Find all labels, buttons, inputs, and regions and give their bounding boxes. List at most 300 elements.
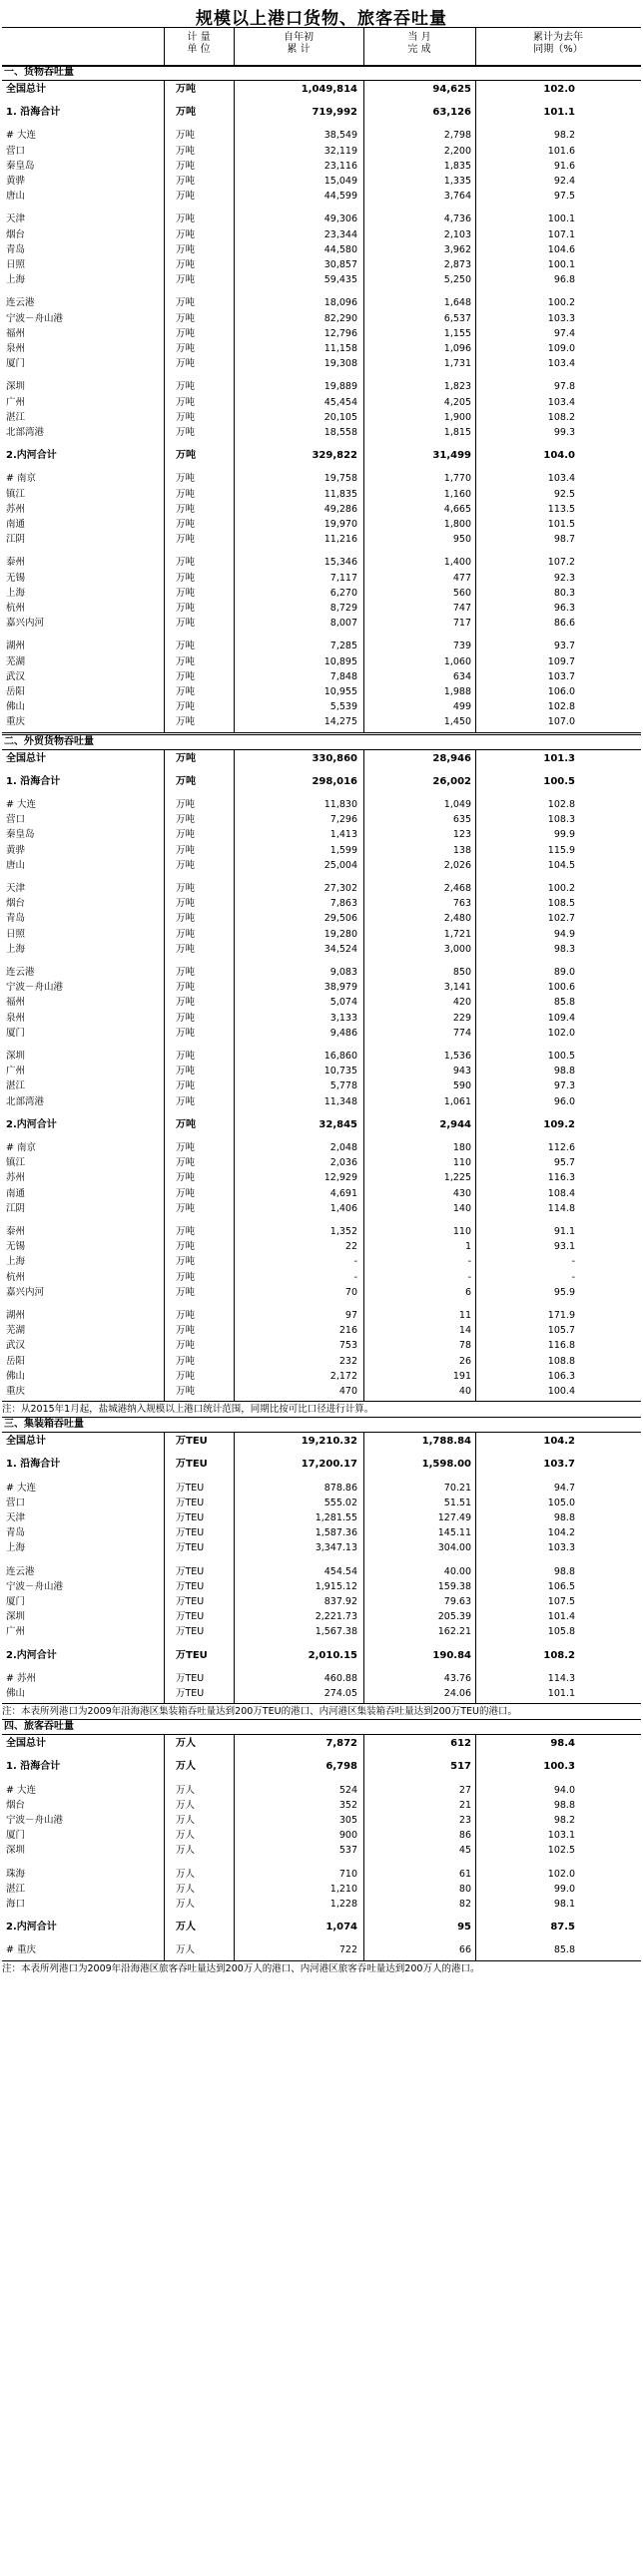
table-row bbox=[2, 212, 641, 226]
section-note: 注：本表所列港口为2009年沿海港区集装箱吞吐量达到200万TEU的港口、内河港区集装箱吞吐量达到200万TEU的港口。 bbox=[2, 1706, 517, 1718]
table-row bbox=[2, 1155, 641, 1170]
table-row bbox=[2, 311, 641, 326]
yoy-cell: 97.5 bbox=[553, 191, 575, 203]
table-row bbox=[2, 1026, 641, 1041]
yoy-cell: 109.2 bbox=[543, 1118, 575, 1130]
table-row bbox=[2, 326, 641, 341]
yoy-cell: 116.8 bbox=[547, 1340, 575, 1352]
cumulative-cell: 9,486 bbox=[329, 1027, 357, 1039]
unit-cell: 万吨 bbox=[176, 243, 196, 255]
cumulative-cell: 298,016 bbox=[312, 775, 357, 787]
port-name: 1. 沿海合计 bbox=[6, 107, 61, 119]
month-cell: 1,049 bbox=[443, 799, 471, 810]
unit-cell: 万TEU bbox=[176, 1596, 205, 1607]
port-name: 天津 bbox=[6, 214, 26, 225]
unit-cell: 万吨 bbox=[176, 814, 196, 826]
port-name: 深圳 bbox=[6, 1611, 26, 1623]
cumulative-cell: 1,281.55 bbox=[315, 1512, 357, 1523]
unit-cell: 万吨 bbox=[176, 752, 196, 764]
cumulative-cell: 7,872 bbox=[325, 1738, 357, 1750]
cumulative-cell: 537 bbox=[338, 1845, 357, 1857]
unit-cell: 万吨 bbox=[176, 343, 196, 354]
port-name: 上海 bbox=[6, 943, 26, 955]
table-row bbox=[2, 927, 641, 942]
yoy-cell: 103.3 bbox=[547, 312, 575, 324]
unit-cell: 万吨 bbox=[176, 997, 196, 1009]
unit-cell: 万TEU bbox=[176, 1688, 205, 1699]
table-row bbox=[2, 1609, 641, 1624]
port-name: 北部湾港 bbox=[6, 1095, 45, 1107]
month-cell: 747 bbox=[452, 603, 471, 614]
port-name: 1. 沿海合计 bbox=[6, 1761, 61, 1773]
unit-cell: 万吨 bbox=[176, 1241, 196, 1253]
cumulative-cell: 900 bbox=[338, 1830, 357, 1842]
unit-cell: 万吨 bbox=[176, 1386, 196, 1397]
yoy-cell: 99.3 bbox=[553, 427, 575, 438]
cumulative-cell: 12,796 bbox=[323, 327, 357, 339]
yoy-cell: 98.7 bbox=[553, 534, 575, 546]
table-row bbox=[2, 1783, 641, 1798]
table-row bbox=[2, 1078, 641, 1093]
month-cell: 205.39 bbox=[437, 1611, 471, 1623]
port-name: 唐山 bbox=[6, 859, 26, 871]
table-row bbox=[2, 654, 641, 669]
port-name: 上海 bbox=[6, 1542, 26, 1554]
table-row bbox=[2, 1285, 641, 1300]
table-header bbox=[2, 27, 641, 67]
month-cell: 26 bbox=[458, 1355, 471, 1367]
table-row bbox=[2, 1049, 641, 1064]
month-cell: 2,798 bbox=[443, 130, 471, 142]
table-row bbox=[2, 586, 641, 601]
section-title: 一、货物吞吐量 bbox=[4, 67, 74, 78]
unit-cell: 万吨 bbox=[176, 145, 196, 157]
port-name: 1. 沿海合计 bbox=[6, 775, 61, 787]
unit-cell: 万TEU bbox=[176, 1649, 208, 1661]
yoy-cell: 104.0 bbox=[543, 450, 575, 462]
unit-cell: 万吨 bbox=[176, 1118, 196, 1130]
month-cell: 21 bbox=[458, 1799, 471, 1811]
yoy-cell: 92.5 bbox=[553, 488, 575, 500]
cumulative-cell: 14,275 bbox=[323, 716, 357, 728]
cumulative-cell: 19,308 bbox=[323, 358, 357, 370]
cumulative-cell: 5,778 bbox=[329, 1080, 357, 1092]
cumulative-cell: 10,735 bbox=[323, 1066, 357, 1077]
month-cell: 180 bbox=[452, 1142, 471, 1153]
column-divider bbox=[164, 1432, 165, 1703]
table-row bbox=[2, 1525, 641, 1540]
section-note: 注：本表所列港口为2009年沿海港区旅客吞吐量达到200万人的港口、内河港区旅客吞吐量达到200万人的港口。 bbox=[2, 1962, 480, 1974]
yoy-cell: 100.5 bbox=[543, 775, 575, 787]
cumulative-cell: 11,216 bbox=[323, 534, 357, 546]
unit-cell: 万吨 bbox=[176, 411, 196, 423]
unit-cell: 万吨 bbox=[176, 1271, 196, 1283]
month-cell: 1,823 bbox=[443, 381, 471, 393]
header-yoy: 累计为去年 同期（%） bbox=[533, 32, 583, 55]
cumulative-cell: 2,036 bbox=[329, 1157, 357, 1169]
table-row bbox=[2, 1813, 641, 1828]
port-name: 杭州 bbox=[6, 1271, 26, 1283]
port-name: 秦皇岛 bbox=[6, 829, 35, 841]
month-cell: 1,648 bbox=[443, 297, 471, 309]
month-cell: 43.76 bbox=[443, 1672, 471, 1684]
port-name: 芜湖 bbox=[6, 1325, 26, 1337]
unit-cell: 万吨 bbox=[176, 473, 196, 485]
section-title: 三、集装箱吞吐量 bbox=[4, 1419, 84, 1431]
month-cell: 517 bbox=[450, 1761, 471, 1773]
unit-cell: 万TEU bbox=[176, 1497, 205, 1508]
table-row bbox=[2, 1942, 641, 1957]
unit-cell: 万TEU bbox=[176, 1672, 205, 1684]
port-name: 芜湖 bbox=[6, 655, 26, 667]
month-cell: 2,480 bbox=[443, 913, 471, 925]
month-cell: 420 bbox=[452, 997, 471, 1009]
port-name: 全国总计 bbox=[6, 1738, 46, 1750]
table-row bbox=[2, 410, 641, 425]
unit-cell: 万吨 bbox=[176, 686, 196, 697]
cumulative-cell: 97 bbox=[344, 1310, 357, 1321]
cumulative-cell: 722 bbox=[338, 1944, 357, 1956]
unit-cell: 万吨 bbox=[176, 967, 196, 978]
cumulative-cell: 352 bbox=[338, 1799, 357, 1811]
month-cell: 190.84 bbox=[432, 1649, 471, 1661]
port-name: 无锡 bbox=[6, 572, 26, 584]
cumulative-cell: 18,096 bbox=[323, 297, 357, 309]
port-name: 湛江 bbox=[6, 411, 26, 423]
table-row bbox=[2, 128, 641, 143]
yoy-cell: 98.8 bbox=[553, 1066, 575, 1077]
section-bottom-rule bbox=[2, 732, 641, 733]
port-name: # 南京 bbox=[6, 473, 36, 485]
month-cell: 2,468 bbox=[443, 883, 471, 894]
table-row bbox=[2, 555, 641, 570]
column-divider bbox=[234, 749, 235, 1402]
cumulative-cell: 2,172 bbox=[329, 1370, 357, 1382]
yoy-cell: 98.4 bbox=[550, 1738, 575, 1750]
port-name: 烟台 bbox=[6, 228, 26, 240]
unit-cell: 万吨 bbox=[176, 327, 196, 339]
cumulative-cell: 555.02 bbox=[323, 1497, 357, 1508]
port-name: 上海 bbox=[6, 274, 26, 286]
port-name: 苏州 bbox=[6, 1172, 26, 1184]
table-row bbox=[2, 1671, 641, 1686]
port-name: 营口 bbox=[6, 814, 26, 826]
port-name: 烟台 bbox=[6, 898, 26, 910]
cumulative-cell: 232 bbox=[338, 1355, 357, 1367]
table-row bbox=[2, 1239, 641, 1254]
port-name: 武汉 bbox=[6, 670, 26, 682]
yoy-cell: - bbox=[571, 1256, 575, 1268]
column-divider bbox=[234, 80, 235, 732]
month-cell: 1,155 bbox=[443, 327, 471, 339]
section-note: 注：从2015年1月起，盐城港纳入规模以上港口统计范围，同期比按可比口径进行计算。 bbox=[2, 1404, 374, 1416]
port-name: 2.内河合计 bbox=[6, 1649, 57, 1661]
month-cell: 51.51 bbox=[443, 1497, 471, 1508]
table-row bbox=[2, 858, 641, 873]
unit-cell: 万吨 bbox=[176, 883, 196, 894]
yoy-cell: 104.5 bbox=[547, 859, 575, 871]
yoy-cell: 105.7 bbox=[547, 1325, 575, 1337]
yoy-cell: 100.2 bbox=[547, 883, 575, 894]
unit-cell: 万吨 bbox=[176, 176, 196, 187]
table-row bbox=[2, 1828, 641, 1843]
yoy-cell: 100.5 bbox=[547, 1051, 575, 1062]
unit-cell: 万吨 bbox=[176, 844, 196, 856]
port-name: # 南京 bbox=[6, 1142, 36, 1153]
yoy-cell: 85.8 bbox=[553, 1944, 575, 1956]
unit-cell: 万TEU bbox=[176, 1527, 205, 1539]
table-row bbox=[2, 714, 641, 729]
cumulative-cell: 27,302 bbox=[323, 883, 357, 894]
month-cell: 45 bbox=[458, 1845, 471, 1857]
yoy-cell: 96.8 bbox=[553, 274, 575, 286]
table-row bbox=[2, 356, 641, 371]
yoy-cell: 100.1 bbox=[547, 259, 575, 270]
table-row bbox=[2, 1186, 641, 1201]
port-name: 湛江 bbox=[6, 1883, 26, 1895]
port-name: 连云港 bbox=[6, 1565, 35, 1577]
yoy-cell: 100.6 bbox=[547, 982, 575, 994]
cumulative-cell: 1,599 bbox=[329, 844, 357, 856]
unit-cell: 万吨 bbox=[176, 1012, 196, 1024]
table-row bbox=[2, 684, 641, 699]
yoy-cell: 100.3 bbox=[543, 1761, 575, 1773]
cumulative-cell: 4,691 bbox=[329, 1187, 357, 1199]
month-cell: 94,625 bbox=[432, 84, 471, 95]
table-row bbox=[2, 827, 641, 842]
yoy-cell: 107.2 bbox=[547, 557, 575, 569]
port-name: 南通 bbox=[6, 1187, 26, 1199]
table-row bbox=[2, 942, 641, 957]
month-cell: 1,096 bbox=[443, 343, 471, 354]
port-name: 营口 bbox=[6, 145, 26, 157]
cumulative-cell: 719,992 bbox=[312, 107, 357, 119]
header-unit: 计 量 单 位 bbox=[187, 32, 211, 55]
port-name: 营口 bbox=[6, 1497, 26, 1508]
unit-cell: 万吨 bbox=[176, 1187, 196, 1199]
yoy-cell: 108.5 bbox=[547, 898, 575, 910]
unit-cell: 万吨 bbox=[176, 228, 196, 240]
month-cell: 3,000 bbox=[443, 943, 471, 955]
yoy-cell: 112.6 bbox=[547, 1142, 575, 1153]
cumulative-cell: 1,352 bbox=[329, 1226, 357, 1237]
month-cell: 11 bbox=[458, 1310, 471, 1321]
yoy-cell: 98.8 bbox=[553, 1512, 575, 1523]
port-name: 日照 bbox=[6, 928, 26, 940]
table-row bbox=[2, 812, 641, 827]
cumulative-cell: 30,857 bbox=[323, 259, 357, 270]
yoy-cell: 101.3 bbox=[543, 752, 575, 764]
yoy-cell: 115.9 bbox=[547, 844, 575, 856]
port-name: 宁波－舟山港 bbox=[6, 312, 64, 324]
section-header bbox=[2, 65, 641, 81]
unit-cell: 万吨 bbox=[176, 1226, 196, 1237]
unit-cell: 万吨 bbox=[176, 641, 196, 652]
month-cell: 61 bbox=[458, 1868, 471, 1880]
month-cell: 1,721 bbox=[443, 928, 471, 940]
port-name: # 重庆 bbox=[6, 1944, 36, 1956]
unit-cell: 万吨 bbox=[176, 358, 196, 370]
table-row bbox=[2, 1798, 641, 1813]
month-cell: 3,141 bbox=[443, 982, 471, 994]
total-row bbox=[2, 105, 641, 120]
unit-cell: 万人 bbox=[176, 1899, 196, 1910]
port-name: 广州 bbox=[6, 396, 26, 408]
unit-cell: 万吨 bbox=[176, 191, 196, 203]
port-name: 湛江 bbox=[6, 1080, 26, 1092]
month-cell: 110 bbox=[452, 1157, 471, 1169]
yoy-cell: 95.9 bbox=[553, 1286, 575, 1298]
port-name: 杭州 bbox=[6, 603, 26, 614]
port-name: 深圳 bbox=[6, 1051, 26, 1062]
port-name: 江阴 bbox=[6, 1202, 26, 1214]
yoy-cell: 91.1 bbox=[553, 1226, 575, 1237]
unit-cell: 万吨 bbox=[176, 1027, 196, 1039]
table-row bbox=[2, 272, 641, 287]
table-row bbox=[2, 1270, 641, 1285]
yoy-cell: 100.2 bbox=[547, 297, 575, 309]
column-divider bbox=[164, 1734, 165, 1959]
port-name: 重庆 bbox=[6, 1386, 26, 1397]
cumulative-cell: 11,348 bbox=[323, 1095, 357, 1107]
section-header bbox=[2, 734, 641, 750]
cumulative-cell: - bbox=[353, 1256, 357, 1268]
cumulative-cell: 524 bbox=[338, 1784, 357, 1796]
unit-cell: 万吨 bbox=[176, 450, 196, 462]
port-name: 佛山 bbox=[6, 701, 26, 713]
unit-cell: 万吨 bbox=[176, 427, 196, 438]
month-cell: 110 bbox=[452, 1226, 471, 1237]
port-name: 广州 bbox=[6, 1626, 26, 1638]
unit-cell: 万吨 bbox=[176, 381, 196, 393]
unit-cell: 万TEU bbox=[176, 1512, 205, 1523]
cumulative-cell: 753 bbox=[338, 1340, 357, 1352]
unit-cell: 万TEU bbox=[176, 1436, 208, 1448]
unit-cell: 万吨 bbox=[176, 1370, 196, 1382]
month-cell: 145.11 bbox=[437, 1527, 471, 1539]
month-cell: 40 bbox=[458, 1386, 471, 1397]
yoy-cell: 102.8 bbox=[547, 701, 575, 713]
unit-cell: 万吨 bbox=[176, 1256, 196, 1268]
yoy-cell: 106.5 bbox=[547, 1580, 575, 1592]
total-row bbox=[2, 751, 641, 766]
cumulative-cell: 45,454 bbox=[323, 396, 357, 408]
table-row bbox=[2, 1354, 641, 1369]
section-bottom-rule bbox=[2, 1703, 641, 1704]
yoy-cell: 95.7 bbox=[553, 1157, 575, 1169]
yoy-cell: 108.2 bbox=[543, 1649, 575, 1661]
unit-cell: 万TEU bbox=[176, 1626, 205, 1638]
port-name: 上海 bbox=[6, 587, 26, 599]
unit-cell: 万TEU bbox=[176, 1542, 205, 1554]
port-name: 全国总计 bbox=[6, 84, 46, 95]
yoy-cell: 100.1 bbox=[547, 214, 575, 225]
unit-cell: 万吨 bbox=[176, 1286, 196, 1298]
cumulative-cell: 19,970 bbox=[323, 519, 357, 530]
yoy-cell: 103.4 bbox=[547, 396, 575, 408]
table-row bbox=[2, 1201, 641, 1216]
table-row bbox=[2, 1224, 641, 1239]
month-cell: 66 bbox=[458, 1944, 471, 1956]
month-cell: 2,200 bbox=[443, 145, 471, 157]
cumulative-cell: 12,929 bbox=[323, 1172, 357, 1184]
yoy-cell: 102.8 bbox=[547, 799, 575, 810]
month-cell: 1,598.00 bbox=[421, 1459, 471, 1471]
cumulative-cell: 34,524 bbox=[323, 943, 357, 955]
table-row bbox=[2, 1140, 641, 1155]
month-cell: 2,873 bbox=[443, 259, 471, 270]
cumulative-cell: 6,798 bbox=[325, 1761, 357, 1773]
port-name: 连云港 bbox=[6, 297, 35, 309]
yoy-cell: 86.6 bbox=[553, 618, 575, 630]
cumulative-cell: 216 bbox=[338, 1325, 357, 1337]
table-row bbox=[2, 1843, 641, 1858]
month-cell: 850 bbox=[452, 967, 471, 978]
port-name: 江阴 bbox=[6, 534, 26, 546]
cumulative-cell: 5,074 bbox=[329, 997, 357, 1009]
unit-cell: 万吨 bbox=[176, 655, 196, 667]
unit-cell: 万吨 bbox=[176, 603, 196, 614]
cumulative-cell: 305 bbox=[338, 1815, 357, 1826]
column-divider bbox=[363, 749, 364, 1402]
table-row bbox=[2, 843, 641, 858]
table-row bbox=[2, 189, 641, 204]
yoy-cell: 105.0 bbox=[547, 1497, 575, 1508]
table-row bbox=[2, 669, 641, 684]
unit-cell: 万吨 bbox=[176, 1142, 196, 1153]
table-row bbox=[2, 517, 641, 532]
cumulative-cell: 19,758 bbox=[323, 473, 357, 485]
table-row bbox=[2, 242, 641, 257]
table-row bbox=[2, 174, 641, 189]
port-name: 天津 bbox=[6, 1512, 26, 1523]
section-bottom-rule bbox=[2, 1401, 641, 1402]
cumulative-cell: 454.54 bbox=[323, 1565, 357, 1577]
yoy-cell: 89.0 bbox=[553, 967, 575, 978]
unit-cell: 万吨 bbox=[176, 160, 196, 172]
column-divider bbox=[164, 749, 165, 1402]
unit-cell: 万吨 bbox=[176, 898, 196, 910]
port-name: 苏州 bbox=[6, 503, 26, 515]
yoy-cell: 106.3 bbox=[547, 1370, 575, 1382]
month-cell: 78 bbox=[458, 1340, 471, 1352]
table-row bbox=[2, 532, 641, 547]
total-row bbox=[2, 448, 641, 463]
cumulative-cell: 460.88 bbox=[323, 1672, 357, 1684]
column-divider bbox=[363, 1734, 364, 1959]
cumulative-cell: 11,830 bbox=[323, 799, 357, 810]
yoy-cell: 109.4 bbox=[547, 1012, 575, 1024]
cumulative-cell: 16,860 bbox=[323, 1051, 357, 1062]
unit-cell: 万TEU bbox=[176, 1459, 208, 1471]
table-row bbox=[2, 1540, 641, 1555]
port-name: 2.内河合计 bbox=[6, 1922, 57, 1933]
table-row bbox=[2, 1323, 641, 1338]
month-cell: 1,160 bbox=[443, 488, 471, 500]
port-name: 嘉兴内河 bbox=[6, 1286, 45, 1298]
month-cell: 1,400 bbox=[443, 557, 471, 569]
unit-cell: 万吨 bbox=[176, 297, 196, 309]
yoy-cell: 94.0 bbox=[553, 1784, 575, 1796]
unit-cell: 万吨 bbox=[176, 214, 196, 225]
table-row bbox=[2, 1579, 641, 1594]
cumulative-cell: 1,210 bbox=[329, 1883, 357, 1895]
table-row bbox=[2, 1384, 641, 1399]
table-row bbox=[2, 896, 641, 911]
yoy-cell: 98.2 bbox=[553, 1815, 575, 1826]
cumulative-cell: 15,346 bbox=[323, 557, 357, 569]
cumulative-cell: 1,567.38 bbox=[315, 1626, 357, 1638]
